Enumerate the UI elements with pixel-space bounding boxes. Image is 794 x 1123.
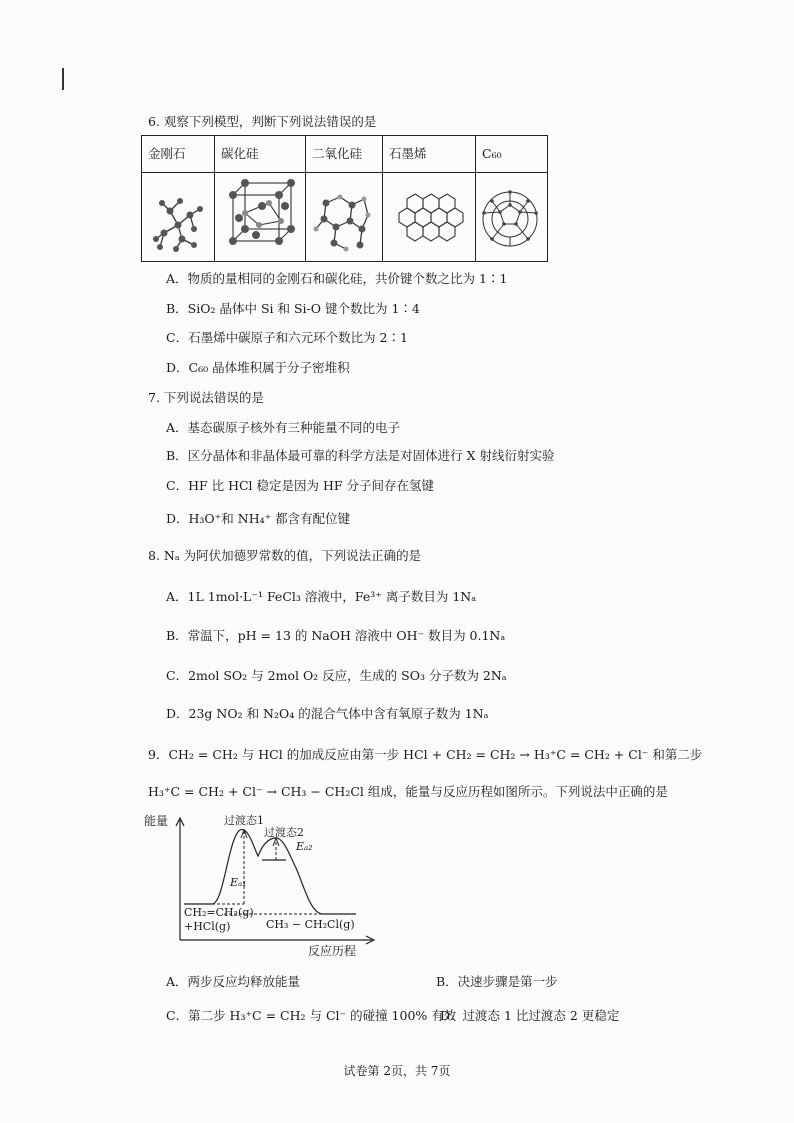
reactant-label-2: +HCl(g)	[184, 920, 231, 933]
q6-option-a: A．物质的量相同的金刚石和碳化硅，共价键个数之比为 1∶1	[166, 271, 508, 286]
q7-option-b: B．区分晶体和非晶体最可靠的科学方法是对固体进行 X 射线衍射实验	[166, 448, 555, 463]
transition-state-1-label: 过渡态1	[224, 814, 264, 827]
q6-option-b: B．SiO₂ 晶体中 Si 和 Si-O 键个数比为 1∶4	[166, 301, 420, 316]
q9-option-d: D．过渡态 1 比过渡态 2 更稳定	[440, 1008, 620, 1023]
page-footer: 试卷第 2页，共 7页	[343, 1064, 451, 1078]
q8-option-c: C．2mol SO₂ 与 2mol O₂ 反应，生成的 SO₃ 分子数为 2Nₐ	[166, 668, 507, 683]
q6-option-d: D．C₆₀ 晶体堆积属于分子密堆积	[166, 360, 350, 375]
q6-option-c: C．石墨烯中碳原子和六元环个数比为 2∶1	[166, 330, 408, 345]
graphene-structure-image	[383, 173, 475, 261]
energy-diagram	[144, 808, 384, 958]
q9-option-c: C．第二步 H₃⁺C = CH₂ 与 Cl⁻ 的碰撞 100% 有效	[166, 1008, 457, 1023]
q7-option-a: A．基态碳原子核外有三种能量不同的电子	[166, 420, 401, 435]
graphene-model-cell	[383, 173, 476, 262]
q9-option-b: B．决速步骤是第一步	[436, 974, 558, 989]
question-9-stem-line-1: 9．CH₂ = CH₂ 与 HCl 的加成反应由第一步 HCl + CH₂ = CH₂ → H₃⁺C = CH₂ + Cl⁻ 和第二步	[148, 747, 703, 762]
silicon-dioxide-structure-image	[306, 173, 382, 261]
diamond-structure-image	[142, 173, 214, 261]
transition-state-2-label: 过渡态2	[264, 826, 304, 839]
question-6-stem: 6. 观察下列模型，判断下列说法错误的是	[148, 114, 377, 129]
table-header-silicon-carbide: 碳化硅	[215, 136, 306, 173]
question-7-stem: 7. 下列说法错误的是	[148, 390, 264, 405]
product-label: CH₃ − CH₂Cl(g)	[266, 918, 355, 931]
table-header-graphene: 石墨烯	[383, 136, 476, 173]
activation-energy-1-label: Eₐ₁	[230, 876, 247, 889]
q8-option-b: B．常温下，pH = 13 的 NaOH 溶液中 OH⁻ 数目为 0.1Nₐ	[166, 628, 506, 643]
table-header-c60: C₆₀	[476, 136, 548, 173]
activation-energy-2-label: Eₐ₂	[296, 840, 313, 853]
reaction-progress-axis-label: 反应历程	[308, 944, 357, 958]
question-8-stem: 8. Nₐ 为阿伏加德罗常数的值，下列说法正确的是	[148, 548, 422, 563]
table-header-diamond: 金刚石	[142, 136, 215, 173]
reactant-label-1: CH₂=CH₂(g)	[184, 906, 254, 919]
margin-mark	[62, 68, 64, 90]
c60-model-cell	[476, 173, 548, 262]
c60-structure-image	[476, 173, 546, 261]
q8-option-a: A．1L 1mol·L⁻¹ FeCl₃ 溶液中，Fe³⁺ 离子数目为 1Nₐ	[166, 589, 477, 604]
question-9-stem-line-2: H₃⁺C = CH₂ + Cl⁻ → CH₃ − CH₂Cl 组成，能量与反应历程如图所示。下列说法中正确的是	[148, 784, 668, 799]
silicon-carbide-structure-image	[215, 173, 305, 261]
table-header-silicon-dioxide: 二氧化硅	[306, 136, 383, 173]
diamond-model-cell	[142, 173, 215, 262]
q9-option-a: A．两步反应均释放能量	[166, 974, 301, 989]
energy-axis-label: 能量	[144, 814, 169, 828]
q7-option-c: C．HF 比 HCl 稳定是因为 HF 分子间存在氢键	[166, 478, 435, 493]
crystal-model-table	[141, 135, 548, 262]
silicon-carbide-model-cell	[215, 173, 306, 262]
silicon-dioxide-model-cell	[306, 173, 383, 262]
q7-option-d: D．H₃O⁺和 NH₄⁺ 都含有配位键	[166, 511, 351, 526]
q8-option-d: D．23g NO₂ 和 N₂O₄ 的混合气体中含有氧原子数为 1Nₐ	[166, 706, 489, 721]
